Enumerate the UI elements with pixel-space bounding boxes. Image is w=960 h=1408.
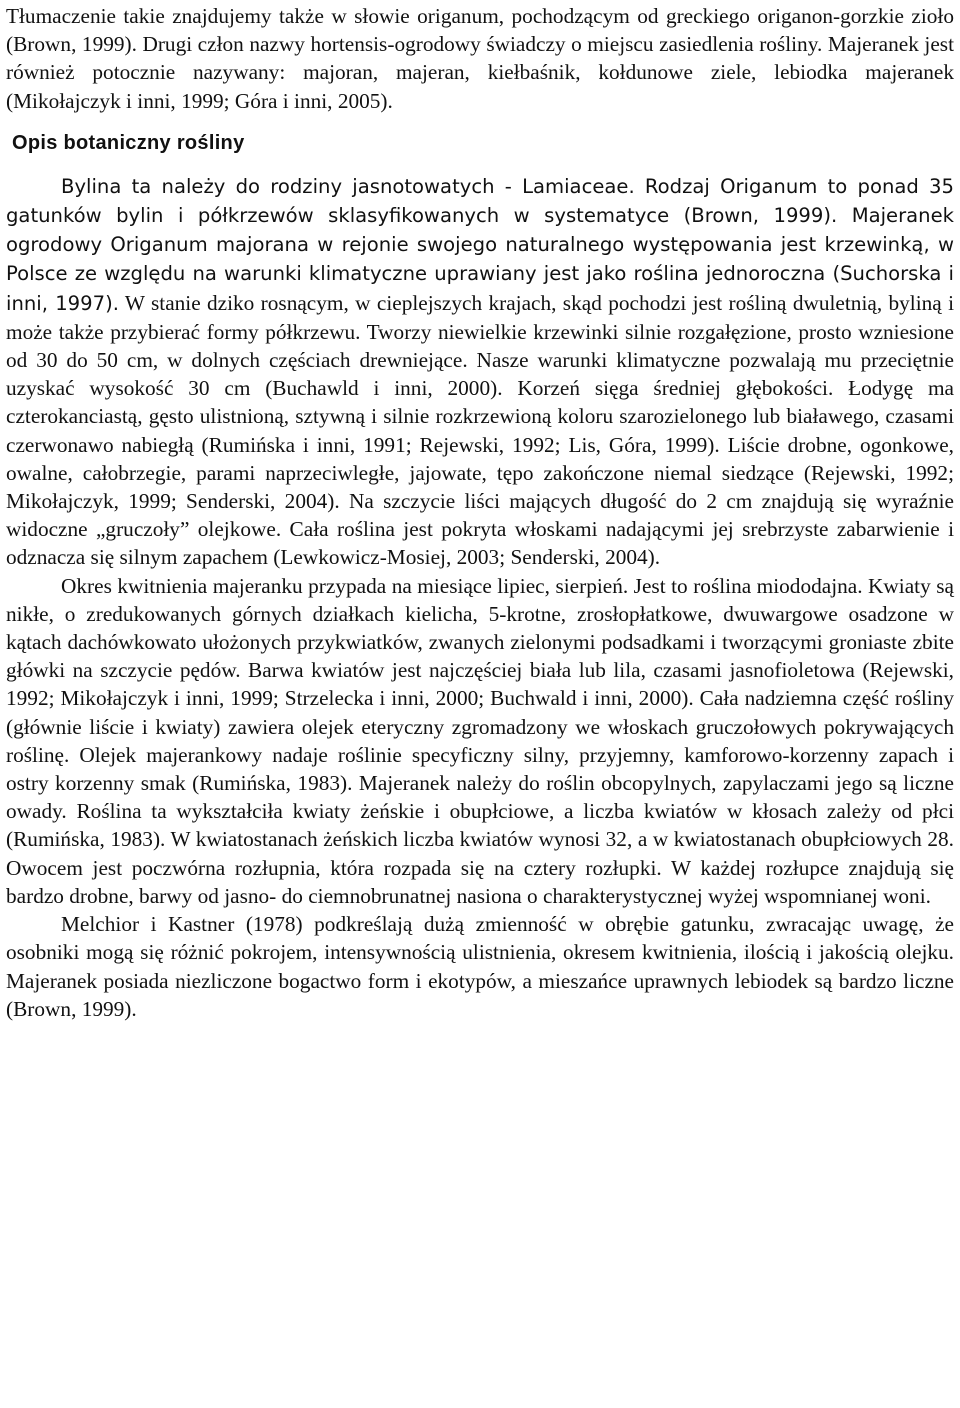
section-heading-row — [6, 115, 954, 172]
flowering-paragraph: Okres kwitnienia majeranku przypada na miesiące lipiec, sierpień. Jest to roślina miododajna. Kwiaty są nikłe, o zredukowanych górnych działkach kielicha, 5-krotne, zrosłopłatkowe, dwuwargowe osadzone w kątach dachówkowato ułożonych przykwiatków, zwanych zielonymi podsadkami i tworzącymi groniaste zbite główki na szczycie pędów. Barwa kwiatów jest najczęściej biała lub lila, czasami jasnofioletowa (Rejewski, 1992; Mikołajczyk i inni, 1999; Strzelecka i inni, 2000; Buchwald i inni, 2000). Cała nadziemna część rośliny (głównie liście i kwiaty) zawiera olejek eteryczny zgromadzony we włoskach gruczołowych pokrywających roślinę. Olejek majerankowy nadaje roślinie specyficzny silny, przyjemny, kamforowo-korzenny zapach i ostry korzenny smak (Rumińska, 1983). Majeranek należy do roślin obcopylnych, zapylaczami jego są liczne owady. Roślina ta wykształciła kwiaty żeńskie i obupłciowe, a liczba kwiatów w kłosach zależy od płci (Rumińska, 1983). W kwiatostanach żeńskich liczba kwiatów wynosi 32, a w kwiatostanach obupłciowych 28. Owocem jest poczwórna rozłupnia, która rozpada się na cztery rozłupki. W każdej rozłupce znajdują się bardzo drobne, barwy od jasno- do ciemnobrunatnej nasiona o charakterystycznej wyżej wspomnianej woni. — [6, 573, 954, 908]
intro-paragraph: Tłumaczenie takie znajdujemy także w słowie origanum, pochodzącym od greckiego origanon-gorzkie zioło (Brown, 1999). Drugi człon nazwy hortensis-ogrodowy świadczy o miejscu zasiedlenia rośliny. Majeranek jest również potocznie nazywany: majoran, majeran, kiełbaśnik, kołdunowe ziele, lebiodka majeranek (Mikołajczyk i inni, 1999; Góra i inni, 2005). — [6, 4, 954, 113]
section-heading: Opis botaniczny rośliny — [12, 132, 245, 155]
botanical-description-paragraph — [6, 172, 954, 572]
botanical-text-sans: Bylina ta należy do rodziny jasnotowatych - Lamiaceae. Rodzaj Origanum to ponad 35 gatunków bylin i półkrzewów sklasyfikowanych w systematyce (Brown, 1999). Majeranek ogrodowy Origanum majorana w rejonie swojego naturalnego występowania jest krzewinką, w Polsce ze względu na warunki klimatyczne uprawiany jest jako roślina jednoroczna (Suchorska i inni, 1997). — [6, 174, 954, 315]
variability-paragraph: Melchior i Kastner (1978) podkreślają dużą zmienność w obrębie gatunku, zwracając uwagę, że osobniki mogą się różnić pokrojem, intensywnością ulistnienia, okresem kwitnienia, ilością i jakością olejku. Majeranek posiada niezliczone bogactwo form i ekotypów, a mieszańce uprawnych lebiodek są bardzo liczne (Brown, 1999). — [6, 912, 954, 1021]
botanical-text-serif: W stanie dziko rosnącym, w cieplejszych krajach, skąd pochodzi jest rośliną dwuletnią, byliną i może także przybierać formy półkrzewu. Tworzy niewielkie krzewinki silnie rozgałęzione, prosto wzniesione od 30 do 50 cm, w dolnych częściach drewniejące. Nasze warunki klimatyczne pozwalają mu przeciętnie uzyskać wysokość 30 cm (Buchawld i inni, 2000). Korzeń sięga średniej głębokości. Łodygę ma czterokanciastą, gęsto ulistnioną, sztywną i silnie rozkrzewioną koloru szarozielonego lub białawego, czasami czerwonawo nabiegłą (Rumińska i inni, 1991; Rejewski, 1992; Lis, Góra, 1999). Liście drobne, ogonkowe, owalne, całobrzegie, parami naprzeciwległe, jajowate, tępo zakończone niemal siedzące (Rejewski, 1992; Mikołajczyk, 1999; Senderski, 2004). Na szczycie liści mających długość do 2 cm znajdują się wyraźnie widoczne „gruczoły” olejkowe. Cała roślina jest pokryta włoskami nadającymi jej srebrzyste zabarwienie i odznacza się silnym zapachem (Lewkowicz-Mosiej, 2003; Senderski, 2004). — [6, 290, 954, 570]
